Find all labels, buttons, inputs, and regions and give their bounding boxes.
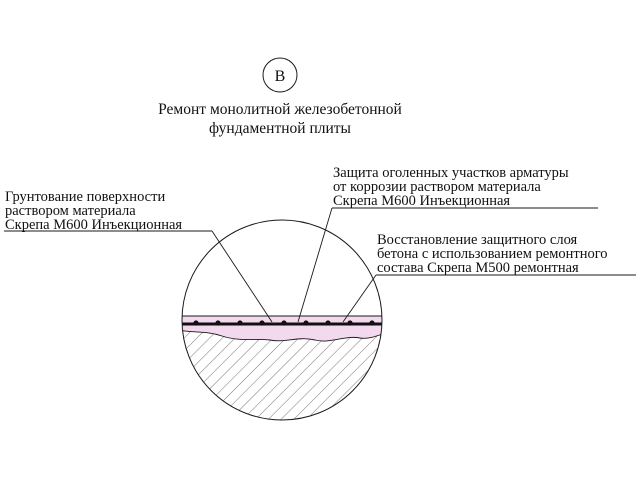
callout-restoration-line-1: Восстановление защитного слоя [377, 232, 578, 248]
callout-rebar-line-3: Скрепа М600 Инъекционная [333, 193, 511, 209]
callout-priming [4, 189, 272, 322]
rebar-dot [259, 320, 264, 325]
detail-section [170, 316, 395, 430]
rebar-dot [193, 320, 198, 325]
callout-restoration-line-2: бетона с использованием ремонтного [377, 246, 608, 262]
rebar-dot [215, 320, 220, 325]
title-line-1: Ремонт монолитной железобетонной [158, 101, 402, 118]
rebar-dot [369, 320, 374, 325]
rebar-dot [325, 320, 330, 325]
callout-restoration-line-3: состава Скрепа М500 ремонтная [377, 260, 579, 276]
concrete-hatch [170, 328, 395, 430]
rebar-dot [237, 320, 242, 325]
callout-priming-line-2: раствором материала [5, 203, 136, 219]
callout-priming-line-1: Грунтование поверхности [5, 189, 166, 205]
callout-priming-line-3: Скрепа М600 Инъекционная [5, 217, 183, 233]
callout-restoration-leader [343, 275, 376, 322]
callout-rebar-line-2: от коррозии раствором материала [333, 179, 541, 195]
section-marker [263, 58, 297, 92]
rebar-dot [303, 320, 308, 325]
rebar-dot [281, 320, 286, 325]
callout-restoration [343, 232, 636, 322]
rebar-dot [347, 320, 352, 325]
drawing-title [158, 101, 402, 137]
title-line-2: фундаментной плиты [209, 120, 351, 137]
callout-priming-leader [212, 231, 272, 322]
callout-rebar-line-1: Защита оголенных участков арматуры [333, 165, 569, 181]
marker-letter: В [274, 68, 286, 85]
